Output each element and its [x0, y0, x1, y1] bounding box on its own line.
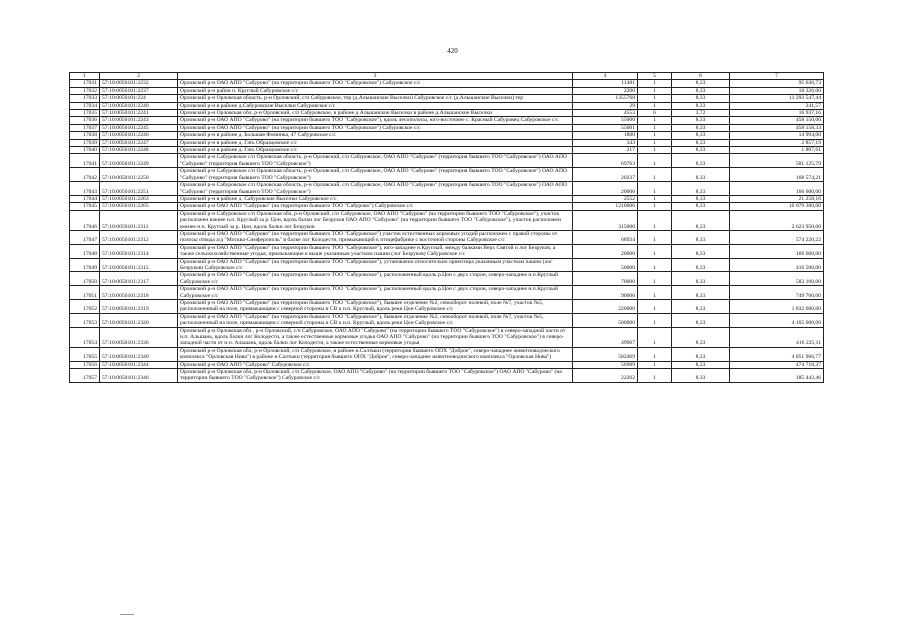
table-row	[70, 95, 824, 102]
coefficient-value: 1	[638, 87, 672, 94]
table-row	[70, 147, 824, 154]
area-value: 49967	[573, 327, 638, 347]
table-row	[70, 168, 824, 182]
rate-value: 8,33	[672, 313, 730, 327]
row-number: 17041	[70, 154, 100, 168]
coefficient-value: 1	[638, 369, 672, 383]
table-row	[70, 102, 824, 109]
coefficient-value: 1	[638, 327, 672, 347]
coefficient-value: 1	[638, 361, 672, 368]
area-value: 315000	[573, 210, 638, 230]
table-row	[70, 347, 824, 361]
area-value: 90000	[573, 286, 638, 300]
table-row	[70, 230, 824, 244]
cadastral-value: 11 293 547,44	[730, 95, 824, 102]
coefficient-value: 1	[638, 210, 672, 230]
rate-value: 8,33	[672, 347, 730, 361]
row-number: 17048	[70, 244, 100, 258]
cadastral-value: 21 258,16	[730, 195, 824, 202]
cadastral-value: 95 636,73	[730, 80, 824, 87]
coefficient-value: 1	[638, 258, 672, 272]
cadastral-value: 185 442,46	[730, 369, 824, 383]
row-number: 17057	[70, 369, 100, 383]
cadastral-value: 583 100,00	[730, 272, 824, 286]
coefficient-value: 1	[638, 95, 672, 102]
cadastral-number: 57:10:0050101:2248	[100, 147, 178, 154]
area-value: 11481	[573, 80, 638, 87]
location-description: Орловский р-н ОАО АПО "Сабурово" (на территории бывшего ТОО "Сабуровское") Сабуровское с/с	[178, 80, 573, 87]
coefficient-value: 1	[638, 168, 672, 182]
cadastral-number: 57:10:0050101:2246	[100, 132, 178, 139]
location-description: Орловский р-н Орловская обл, р-н Орловский, с/п Сабуровское, в районе д Альшанские Выселки в районе д.Альшанские Выселки	[178, 110, 573, 117]
location-description: Орловский р-н ОАО АПО "Сабурово" (на территории бывшего ТОО "Сабуровское"), бывшее отделение №2, севооборот полевой, поле №7, участок №5, расположенный на поле, примыкающем с северной стороны и СВ к н.п. Круглый, вдоль реки Цон Сабуровское с/с	[178, 300, 573, 314]
location-description: Орловский р-н Орловская область, р-н Орловский, с/п Сабуровское, тер (д.Альшанские Выселки) Сабуровское с/с (д.Альшанские Выселки) тер	[178, 95, 573, 102]
coefficient-value: 1	[638, 80, 672, 87]
location-description: Орловский р-н в районе д. Гать Образцовское с/с	[178, 147, 573, 154]
row-number: 17047	[70, 230, 100, 244]
cadastral-value: 2 857,19	[730, 139, 824, 146]
row-number: 17042	[70, 168, 100, 182]
cadastral-value: 166 600,00	[730, 182, 824, 196]
table-row	[70, 361, 824, 368]
row-number: 17053	[70, 313, 100, 327]
row-number: 17037	[70, 124, 100, 131]
rate-value: 8,33	[672, 286, 730, 300]
table-row	[70, 286, 824, 300]
cadastral-number: 57:10:0050101:2315	[100, 258, 178, 272]
cadastral-number: 57:10:0050101:2232	[100, 80, 178, 87]
area-value: 56989	[573, 361, 638, 368]
row-number: 17050	[70, 272, 100, 286]
coefficient-value: 1	[638, 203, 672, 210]
area-value: 4553	[573, 110, 638, 117]
table-row	[70, 110, 824, 117]
cadastral-number: 57:10:0050101:2336	[100, 327, 178, 347]
cadastral-value: 1 807,61	[730, 147, 824, 154]
table-row	[70, 272, 824, 286]
coefficient-value: 1	[638, 300, 672, 314]
location-description: Орловский р-н Орловская обл., р-н Орловский, с/п Сабуровское, ОАО АПО "Сабурово" (на территории бывшего ТОО "Сабуровское") в северо-западной части от н.п. Альшань, вдоль балки лог Колодести, а также естественные кормовые угодья ОАО АПО "Сабурово" (на территории бывшего ТОО "Сабуровское") в северо-западной части от н.п. Альшань, вдоль балки лог Колодести, а также естественные кормовые угодья	[178, 327, 573, 347]
row-number: 17039	[70, 139, 100, 146]
cadastral-number: 57:10:0050101:2245	[100, 124, 178, 131]
table-row	[70, 327, 824, 347]
rate-value: 8,33	[672, 117, 730, 124]
cadastral-number: 57:10:0050101:2251	[100, 182, 178, 196]
cadastral-number: 57:10:0050101:2317	[100, 272, 178, 286]
cadastral-value: 241,57	[730, 102, 824, 109]
area-value: 2200	[573, 87, 638, 94]
area-value: 220000	[573, 300, 638, 314]
table-row	[70, 87, 824, 94]
cadastral-number: 57:10:0050101:2320	[100, 313, 178, 327]
table-row	[70, 258, 824, 272]
row-number: 17046	[70, 210, 100, 230]
table-row	[70, 132, 824, 139]
rate-value: 8,33	[672, 182, 730, 196]
cadastral-value: 416 225,11	[730, 327, 824, 347]
cadastral-value: 2 623 950,00	[730, 210, 824, 230]
coefficient-value: 1	[638, 102, 672, 109]
coefficient-value: 1	[638, 230, 672, 244]
location-description: Орловский р-н район п. Круглый Сабуровское с/с	[178, 87, 573, 94]
cadastral-value: 581 125,79	[730, 154, 824, 168]
cadastral-value: 474 718,37	[730, 361, 824, 368]
location-description: Орловский р-н ОАО АПО "Сабурово" Сабуровское с/с	[178, 361, 573, 368]
coefficient-value: 1	[638, 313, 672, 327]
row-number: 17034	[70, 102, 100, 109]
header-cell: 1	[70, 73, 100, 80]
area-value: 343	[573, 139, 638, 146]
cadastral-number: 57:10:0050101:2265	[100, 203, 178, 210]
rate-value: 8,33	[672, 210, 730, 230]
area-value: 582469	[573, 347, 638, 361]
table-row	[70, 80, 824, 87]
rate-value: 8,33	[672, 272, 730, 286]
rate-value: 8,33	[672, 80, 730, 87]
coefficient-value: 1	[638, 132, 672, 139]
cadastral-value: 16 937,16	[730, 110, 824, 117]
location-description: Орловский р-н Сабуровское с/п Орловская обл, р-н Орловский, с/п Сабуровское, ОАО АПО "Сабурово" (на территории бывшего ТОО "Сабуровское"), участок расположен южнее н.п. Круглый за р. Цон, вдоль балки лог Безруков ОАО АПО "Сабурово" (на территории бывшего ТОО "Сабуровское"), участок расположен южнее н.п. Круглый за р. Цон, вдоль балки лог Безруков	[178, 210, 573, 230]
coefficient-value: 1	[638, 272, 672, 286]
location-description: Орловский р-н в районе д. Сабуровские Выселки Сабуровское с/с	[178, 195, 573, 202]
rate-value: 8,33	[672, 139, 730, 146]
area-value: 20000	[573, 244, 638, 258]
coefficient-value: 1	[638, 182, 672, 196]
rate-value: 8,33	[672, 95, 730, 102]
cadastral-number: 57:10:0050101:2319	[100, 300, 178, 314]
area-value: 217	[573, 147, 638, 154]
cadastral-number: 57:10:0050101:2344	[100, 361, 178, 368]
rate-value: 8,33	[672, 244, 730, 258]
rate-value: 8,33	[672, 300, 730, 314]
cadastral-number: 57:10:0050101:2237	[100, 87, 178, 94]
cadastral-number: 57:10:0050101:2243	[100, 117, 178, 124]
table-row	[70, 117, 824, 124]
area-value: 20000	[573, 182, 638, 196]
coefficient-value: 1	[638, 154, 672, 168]
cadastral-number: 57:10:0050101:2247	[100, 139, 178, 146]
cadastral-number: 57:10:0050101:2241	[100, 110, 178, 117]
location-description: Орловский р-н в районе д. Большая Фоминка, 47 Сабуровское с/с	[178, 132, 573, 139]
coefficient-value: 1	[638, 147, 672, 154]
coefficient-value: 1	[638, 347, 672, 361]
table-row	[70, 313, 824, 327]
cadastral-value: 18 326,00	[730, 87, 824, 94]
location-description: Орловский р-н ОАО АПО "Сабурово" (на территории бывшего ТОО "Сабуровское") Сабуровское с/с	[178, 124, 573, 131]
table-row	[70, 300, 824, 314]
rate-value: 8,33	[672, 154, 730, 168]
rate-value: 8,33	[672, 203, 730, 210]
table-row	[70, 154, 824, 168]
location-description: Орловский р-н Сабуровское с/п Орловская область, р-н Орловский, с/п Сабуровское, ОАО АПО "Сабурово" (территория бывшего ТОО "Сабуровское") ОАО АПО "Сабурово" (территория бывшего ТОО "Сабуровское")	[178, 154, 573, 168]
coefficient-value: 1	[638, 286, 672, 300]
cadastral-value: 416 500,00	[730, 258, 824, 272]
row-number: 17035	[70, 110, 100, 117]
row-number: 17049	[70, 258, 100, 272]
cadastral-number: 57:10:0050101:2311	[100, 210, 178, 230]
cadastral-table	[69, 72, 824, 383]
area-value: 50000	[573, 258, 638, 272]
header-cell: 3	[178, 73, 573, 80]
cadastral-number: 57:10:0050101:2312	[100, 230, 178, 244]
location-description: Орловский р-н в районе д. Гать Образцовское с/с	[178, 139, 573, 146]
cadastral-number: 57:10:0050101:2314	[100, 244, 178, 258]
cadastral-value: 749 700,00	[730, 286, 824, 300]
area-value: 55000	[573, 117, 638, 124]
location-description: Орловский р-н ОАО АПО "Сабурово" (на территории бывшего ТОО "Сабуровское"), вдоль лесополосы, юго-восточнее с. Красный Сабуровец Сабуровское с/с	[178, 117, 573, 124]
table-row	[70, 369, 824, 383]
row-number: 17054	[70, 327, 100, 347]
rate-value: 8,33	[672, 147, 730, 154]
area-value: 55001	[573, 124, 638, 131]
area-value: 500000	[573, 313, 638, 327]
table-header-row	[70, 73, 824, 80]
cadastral-number: 57:10:0050101:2249	[100, 154, 178, 168]
location-description: Орловский р-н ОАО АПО "Сабурово" (на территории бывшего ТОО "Сабуровское"), юго-западнее н.Круглый, между балками Верх Святой и лог Безруков, а также сельскохозяйственные угодья, примыкающие к выше указанным участком пашни (лог Безруков) Сабуровское с/с	[178, 244, 573, 258]
rate-value: 8,33	[672, 361, 730, 368]
table-row	[70, 244, 824, 258]
rate-value: 8,33	[672, 132, 730, 139]
location-description: Орловский р-н в районе д.Сабуровские Выселки Сабуровское с/с	[178, 102, 573, 109]
cadastral-value: 458 158,33	[730, 124, 824, 131]
page-number: 420	[447, 47, 458, 55]
cadastral-value: 166 600,00	[730, 244, 824, 258]
coefficient-value: 1	[638, 195, 672, 202]
cadastral-value: 1 832 600,00	[730, 300, 824, 314]
location-description: Орловский р-н ОАО АПО "Сабурово" (на территории бывшего ТОО "Сабуровское"), расположенный вдоль р.Цон с двух сторон, северо-западнее н.п.Круглый Сабуровское с/с	[178, 272, 573, 286]
header-cell: 4	[573, 73, 638, 80]
margin-mark	[120, 604, 134, 615]
row-number: 17033	[70, 95, 100, 102]
cadastral-number: 57:10:0050101:2263	[100, 195, 178, 202]
header-cell: 6	[672, 73, 730, 80]
cadastral-number: 57:10:0050101:2240	[100, 102, 178, 109]
coefficient-value: 1	[638, 117, 672, 124]
header-cell: 5	[638, 73, 672, 80]
location-description: Орловский р-н ОАО АПО "Сабурово" (на территории бывшего ТОО "Сабуровское"), расположенный вдоль р.Цон с двух сторон, северо-западнее н.п.Круглый Сабуровское с/с	[178, 286, 573, 300]
row-number: 17043	[70, 182, 100, 196]
row-number: 17055	[70, 347, 100, 361]
area-value: 68934	[573, 230, 638, 244]
row-number: 17031	[70, 80, 100, 87]
cadastral-value: 10 079 300,00	[730, 203, 824, 210]
location-description: Орловский р-н Орловская обл, р-н Орловский, с/п Сабуровское, в районе н.Салтыки (территория бывшего ОПХ "Доброе", северо-западнее животноводческого комплекса "Орловская Нива") в районе н.Салтыки (территория бывшего ОПХ "Доброе", северо-западнее животноводческого комплекса "Орловская Нива")	[178, 347, 573, 361]
area-value: 1355768	[573, 95, 638, 102]
cadastral-number: 57:10:0050101:2346	[100, 369, 178, 383]
area-value: 2552	[573, 195, 638, 202]
coefficient-value: 1	[638, 124, 672, 131]
table-row	[70, 124, 824, 131]
rate-value: 8,33	[672, 195, 730, 202]
header-cell: 2	[100, 73, 178, 80]
location-description: Орловский р-н Сабуровское с/п Орловская область, р-н Орловский, с/п Сабуровское, ОАО АПО "Сабурово" (территория бывшего ТОО "Сабуровское") ОАО АПО "Сабурово" (территория бывшего ТОО "Сабуровское")	[178, 168, 573, 182]
rate-value: 8,33	[672, 369, 730, 383]
header-cell: 7	[730, 73, 824, 80]
rate-value: 8,33	[672, 87, 730, 94]
cadastral-value: 574 220,22	[730, 230, 824, 244]
row-number: 17036	[70, 117, 100, 124]
row-number: 17044	[70, 195, 100, 202]
cadastral-number: 57:10:0050101:2250	[100, 168, 178, 182]
rate-value: 8,33	[672, 258, 730, 272]
area-value: 22262	[573, 369, 638, 383]
cadastral-value: 4 851 966,77	[730, 347, 824, 361]
location-description: Орловский р-н ОАО АПО "Сабурово" (на территории бывшего ТОО "Сабуровское") участок естественных кормовых угодий расположен с правой стороны от полосы отвода а/д "Москва-Симферополь" в балке лог Колодести, примыкающий к птицефабрике с восточной стороны Сабуровское с/с	[178, 230, 573, 244]
row-number: 17040	[70, 147, 100, 154]
cadastral-number: 57:10:0050101:224	[100, 95, 178, 102]
cadastral-value: 4 165 000,00	[730, 313, 824, 327]
area-value: 29	[573, 102, 638, 109]
coefficient-value: 1	[638, 139, 672, 146]
cadastral-number: 57:10:0050101:2340	[100, 347, 178, 361]
cadastral-value: 458 150,00	[730, 117, 824, 124]
rate-value: 8,33	[672, 327, 730, 347]
area-value: 20237	[573, 168, 638, 182]
rate-value: 8,33	[672, 102, 730, 109]
area-value: 70000	[573, 272, 638, 286]
row-number: 17051	[70, 286, 100, 300]
area-value: 69763	[573, 154, 638, 168]
coefficient-value: 6	[638, 110, 672, 117]
row-number: 17056	[70, 361, 100, 368]
table-row	[70, 195, 824, 202]
location-description: Орловский р-н ОАО АПО "Сабурово" (на территории бывшего ТОО "Сабуровское"), установлено относительно ориентира указанным участкам пашни (лог Безруков) Сабуровское с/с	[178, 258, 573, 272]
rate-value: 8,33	[672, 230, 730, 244]
table-row	[70, 210, 824, 230]
rate-value: 8,33	[672, 168, 730, 182]
location-description: Орловский р-н ОАО АПО "Сабурово" (на территории бывшего ТОО "Сабуровское"), бывшее отделение №2, севооборот полевой, поле №7, участок №5, расположенный на поле, примыкающем с северной стороны и СВ к н.п. Круглый, вдоль реки Цон Сабуровское с/с	[178, 313, 573, 327]
row-number: 17032	[70, 87, 100, 94]
table-row	[70, 203, 824, 210]
area-value: 1800	[573, 132, 638, 139]
row-number: 17038	[70, 132, 100, 139]
cadastral-number: 57:10:0050101:2318	[100, 286, 178, 300]
location-description: Орловский р-н ОАО АПО "Сабурово" (на территории бывшего ТОО "Сабурово") Сабуровское с/с	[178, 203, 573, 210]
rate-value: 8,33	[672, 124, 730, 131]
location-description: Орловский р-н Орловская обл, р-н Орловский, с/п Сабуровское, ОАО АПО "Сабурово" (на территории бывшего ТОО "Сабуровское") ОАО АПО "Сабурово" (на территории бывшего ТОО "Сабуровское") Сабуровское с/с	[178, 369, 573, 383]
coefficient-value: 1	[638, 244, 672, 258]
table-row	[70, 182, 824, 196]
cadastral-value: 168 574,21	[730, 168, 824, 182]
location-description: Орловский р-н Сабуровское с/п Орловская область, р-н Орловский, с/п Сабуровское, ОАО АПО "Сабурово" (территория бывшего ТОО "Сабуровское") ОАО АПО "Сабурово" (территория бывшего ТОО "Сабуровское")	[178, 182, 573, 196]
cadastral-value: 14 994,00	[730, 132, 824, 139]
area-value: 1210000	[573, 203, 638, 210]
row-number: 17045	[70, 203, 100, 210]
row-number: 17052	[70, 300, 100, 314]
rate-value: 3,72	[672, 110, 730, 117]
table-row	[70, 139, 824, 146]
